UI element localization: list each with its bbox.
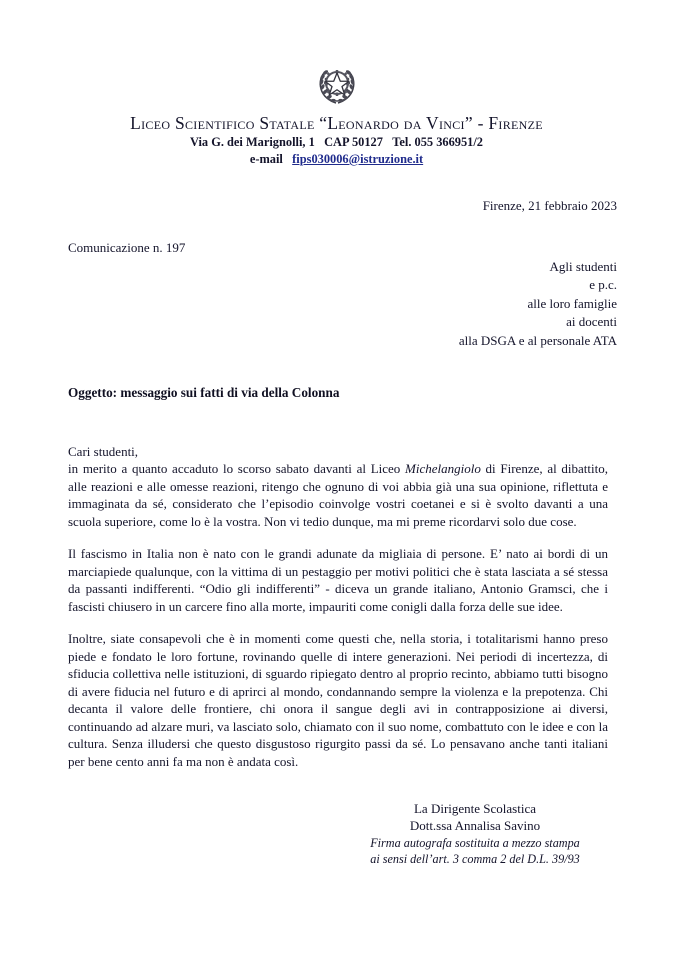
recipient-line: Agli studenti [549, 259, 617, 274]
subject-line: Oggetto: messaggio sui fatti di via della Colonna [68, 385, 340, 400]
signature-legal-line-2: ai sensi dell’art. 3 comma 2 del D.L. 39/93 [370, 852, 580, 867]
recipient-line: alla DSGA e al personale ATA [458, 332, 617, 348]
recipient-line: ai docenti [566, 314, 617, 330]
italian-republic-emblem-icon [314, 58, 360, 108]
school-email-line [0, 152, 673, 168]
school-address: Via G. dei Marignolli, 1 CAP 50127 Tel. 055 366951/2 [189, 135, 484, 150]
signature-legal-line-1: Firma autografa sostituita a mezzo stampa [370, 836, 580, 851]
letterhead [0, 58, 673, 167]
body-paragraph-3: Inoltre, siate consapevoli che è in momenti come questi che, nella storia, i totalitarismi hanno preso piede e fondato le loro fortune, rovinando quelle di intere generazioni. Nei periodi di incertezza, di sfiducia collettiva nelle istituzioni, di sguardo ripiegato dentro al proprio recinto, abbiamo tutti bisogno di avere fiducia nel futuro e di aprirci al mondo, condannando sempre la violenza e la prepotenza. Chi decanta il valore delle frontiere, chi onora il sangue degli avi in contrapposizione ai diversi, continuando ad alzare muri, va lasciato solo, chiamato con il suo nome, combattuto con le idee e con la cultura. Senza illudersi che questo disgustoso rigurgito passi da sé. Lo pensavano anche tanti italiani per bene cento anni fa ma non è andata così. [68, 631, 608, 769]
signature-block [330, 800, 620, 868]
paragraph-1-text-a: in merito a quanto accaduto lo scorso sabato davanti al Liceo [68, 461, 406, 477]
letter-body [68, 443, 608, 770]
signer-name: Dott.ssa Annalisa Savino [409, 818, 541, 834]
body-paragraph-2: Il fascismo in Italia non è nato con le grandi adunate da migliaia di persone. E’ nato ai bordi di un marciapiede qualunque, con la vittima di un pestaggio per motivi politici che è stata lasciata a sé stessa da passanti indifferenti. “Odio gli indifferenti” - diceva un grande italiano, Antonio Gramsci, che i fascisti chiusero in un carcere fino alla morte, impauriti come conigli dalla forza delle sue idee. [68, 546, 608, 614]
recipients-block [0, 258, 617, 350]
salutation: Cari studenti, [68, 444, 139, 459]
recipient-line: alle loro famiglie [527, 295, 617, 311]
recipient-line: e p.c. [589, 277, 617, 293]
school-email-link[interactable]: fips030006@istruzione.it [292, 151, 424, 166]
body-paragraph-1 [68, 460, 608, 530]
signer-role: La Dirigente Scolastica [413, 801, 536, 816]
email-label: e-mail [249, 151, 283, 166]
paragraph-1-text-b: di Firenze, al dibattito, alle reazioni e alle omesse reazioni, ritengo che ognuno di voi abbia già una sua opinione, riflettuta e immaginata da sé, considerato che l’episodio coinvolge vostri coetanei e si è svolto davanti a una scuola superiore, come lo è la vostra. Non vi tedio dunque, ma mi preme ricordarvi solo due cose. [68, 461, 608, 529]
school-title: Liceo Scientifico Statale “Leonardo da Vinci” - Firenze [130, 113, 543, 133]
date-line: Firenze, 21 febbraio 2023 [482, 198, 617, 213]
school-name-italic: Michelangiolo [405, 461, 481, 477]
communication-number: Comunicazione n. 197 [68, 240, 186, 255]
